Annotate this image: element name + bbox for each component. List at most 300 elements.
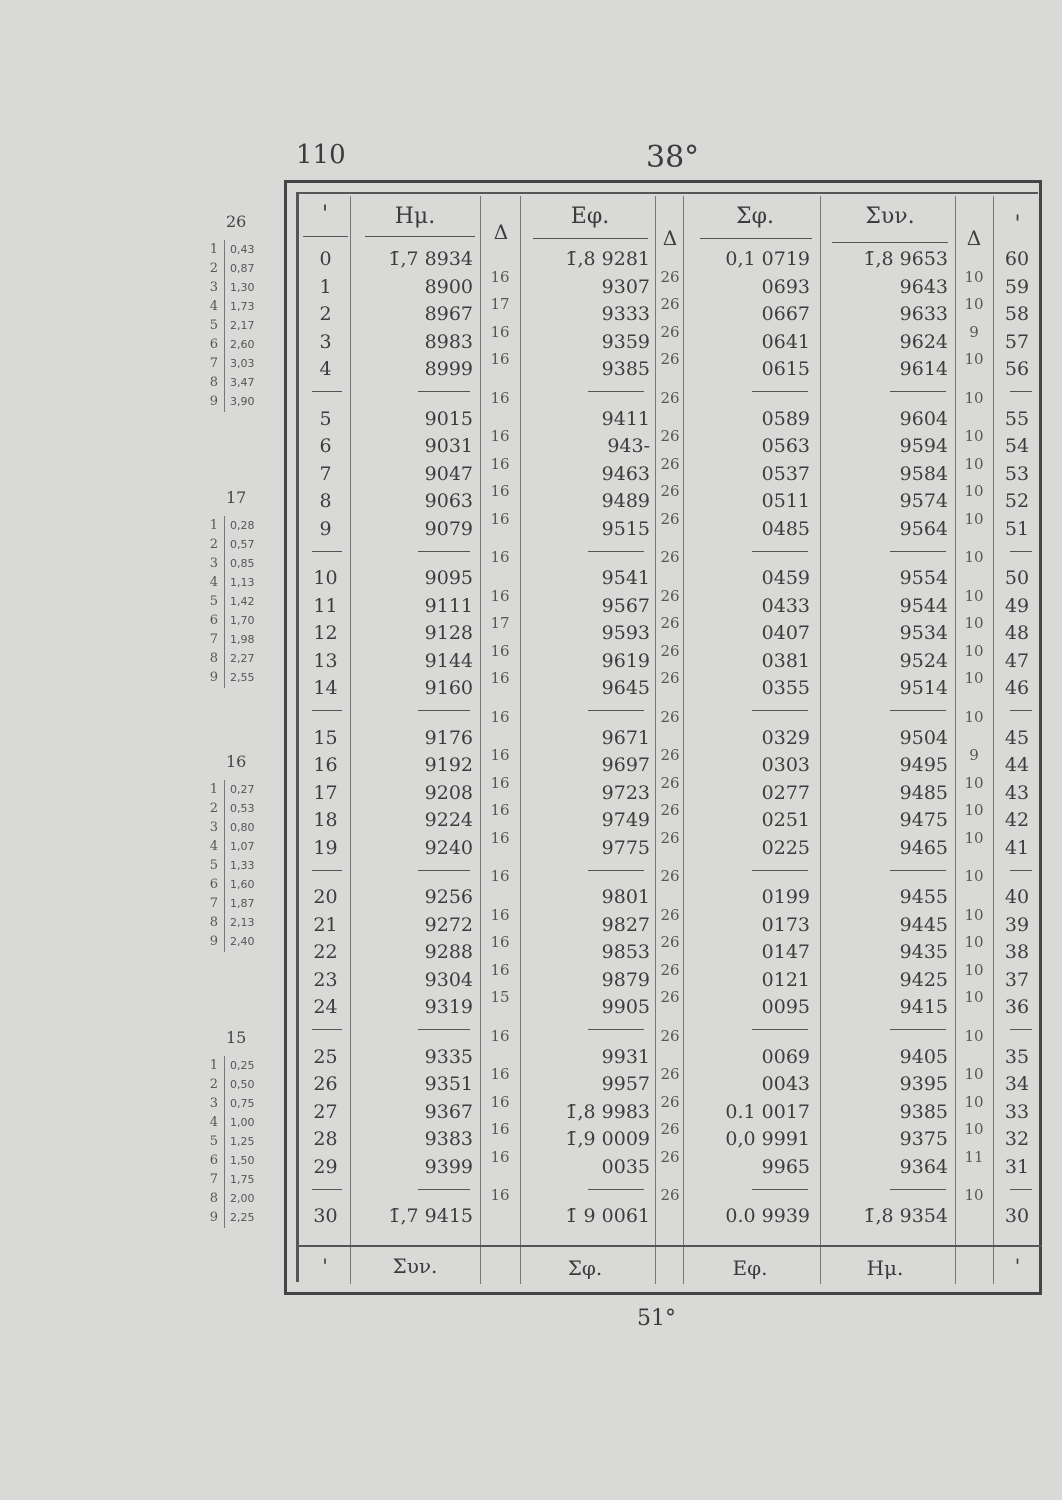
cotangent-cell: 0,0 9991 (725, 1128, 810, 1150)
side-table-digit: 7 (196, 630, 225, 650)
group-separator (752, 551, 808, 552)
side-table-digit: 5 (196, 1132, 225, 1152)
cosine-cell: 9465 (899, 836, 948, 859)
column-divider (350, 196, 351, 1284)
sine-difference: 16 (490, 707, 510, 726)
cosine-cell: 9385 (899, 1100, 948, 1123)
tangent-cell: 9463 (601, 462, 650, 485)
side-table-value: 1,42 (230, 595, 255, 608)
cotangent-cell: 0199 (761, 886, 810, 908)
side-table-row (196, 278, 255, 298)
side-table-value: 2,25 (230, 1211, 255, 1224)
cosine-cell: 1̄,8 9653 (863, 248, 948, 270)
cosine-difference: 10 (964, 905, 984, 924)
side-table-digit: 5 (196, 592, 225, 612)
cosine-difference: 10 (964, 614, 984, 633)
tangent-cell: 9385 (601, 358, 650, 380)
cosine-difference: 10 (964, 933, 984, 952)
minute-cell: 12 (313, 622, 338, 644)
side-table-row (196, 1094, 255, 1114)
minute-right-cell: 60 (1004, 248, 1030, 270)
cosine-cell: 9584 (899, 462, 948, 485)
sine-difference: 16 (490, 773, 510, 792)
cosine-cell: 9624 (899, 330, 948, 353)
minute-right-cell: 34 (1004, 1073, 1030, 1095)
cosine-difference: 10 (964, 482, 984, 501)
cosine-cell: 9364 (899, 1155, 948, 1178)
group-separator (418, 551, 470, 552)
minute-cell: 21 (313, 913, 338, 936)
cosine-cell: 9395 (899, 1073, 948, 1095)
sine-cell: 9063 (424, 490, 473, 512)
side-table-row (196, 316, 255, 336)
minute-cell: 6 (319, 435, 332, 457)
group-separator (1010, 1189, 1032, 1190)
side-table-row (196, 516, 255, 536)
cosine-cell: 9614 (899, 358, 948, 380)
minute-right-cell: 31 (1004, 1155, 1030, 1178)
side-table-value: 1,60 (230, 878, 255, 891)
sine-difference: 15 (490, 988, 510, 1007)
sine-cell: 9047 (424, 462, 473, 485)
cosine-difference: 10 (964, 1186, 984, 1205)
side-table-value: 2,17 (230, 319, 255, 332)
side-table-digit: 9 (196, 1208, 225, 1228)
side-table-header: 26 (226, 212, 247, 231)
cotangent-cell: 9965 (761, 1155, 810, 1178)
side-table-value: 0,27 (230, 783, 255, 796)
cotangent-cell: 0043 (761, 1073, 810, 1095)
side-table-digit: 4 (196, 837, 225, 857)
group-separator (1010, 391, 1032, 392)
cotangent-cell: 0329 (761, 726, 810, 749)
minute-cell: 13 (313, 649, 338, 672)
group-separator (752, 391, 808, 392)
footer-cosine: Συν. (392, 1254, 438, 1278)
cotangent-cell: 0693 (761, 275, 810, 298)
group-separator (890, 551, 946, 552)
group-separator (418, 1189, 470, 1190)
side-table-value: 1,00 (230, 1116, 255, 1129)
cosine-cell: 9485 (899, 781, 948, 804)
tangent-cell: 9723 (601, 781, 650, 804)
sine-cell: 9240 (424, 836, 473, 859)
cosine-cell: 9574 (899, 490, 948, 512)
side-table-digit: 7 (196, 354, 225, 374)
cotangent-cell: 0667 (761, 303, 810, 325)
sine-cell: 9383 (424, 1128, 473, 1150)
sine-difference: 16 (490, 828, 510, 847)
sine-difference: 16 (490, 960, 510, 979)
minute-cell: 25 (313, 1045, 338, 1068)
tangent-cell: 9307 (601, 275, 650, 298)
cosine-difference: 10 (964, 267, 984, 286)
minute-right-cell: 38 (1004, 941, 1030, 963)
side-table-digit: 6 (196, 1151, 225, 1171)
cotangent-cell: 0303 (761, 754, 810, 776)
side-table-row (196, 1208, 255, 1228)
minute-right-cell: 50 (1004, 567, 1030, 589)
bottom-degree: 51° (637, 1306, 676, 1331)
cosine-cell: 9495 (899, 754, 948, 776)
group-separator (588, 551, 644, 552)
side-table-digit: 3 (196, 818, 225, 838)
footer-divider (296, 1245, 1042, 1247)
sine-cell: 9288 (424, 941, 473, 963)
header-cotangent: Σφ. (736, 204, 774, 229)
tangent-difference: 26 (660, 1147, 680, 1166)
cotangent-cell: 0407 (761, 622, 810, 644)
header-delta-3: Δ (966, 226, 982, 250)
group-separator (890, 391, 946, 392)
sine-cell: 1̄,7 9415 (388, 1205, 473, 1227)
cosine-difference: 10 (964, 828, 984, 847)
cosine-difference: 10 (964, 801, 984, 820)
tangent-cell: 9957 (601, 1073, 650, 1095)
sine-cell: 9367 (424, 1100, 473, 1123)
sine-difference: 16 (490, 427, 510, 446)
side-table-digit: 9 (196, 932, 225, 952)
side-table-digit: 8 (196, 649, 225, 669)
side-table-value: 3,90 (230, 395, 255, 408)
side-table-value: 1,33 (230, 859, 255, 872)
cosine-difference: 10 (964, 867, 984, 886)
side-table-header: 16 (226, 752, 247, 771)
group-separator (752, 1029, 808, 1030)
cosine-difference: 11 (964, 1147, 984, 1166)
cosine-cell: 9564 (899, 517, 948, 540)
cotangent-cell: 0225 (761, 836, 810, 859)
group-separator (1010, 710, 1032, 711)
tangent-difference: 26 (660, 828, 680, 847)
minute-cell: 8 (319, 490, 332, 512)
tangent-difference: 26 (660, 295, 680, 314)
cosine-cell: 9604 (899, 407, 948, 430)
minute-cell: 2 (319, 303, 332, 325)
tangent-difference: 26 (660, 388, 680, 407)
cotangent-cell: 0381 (761, 649, 810, 672)
cotangent-cell: 0589 (761, 407, 810, 430)
side-table-row (196, 1056, 255, 1076)
side-table-digit: 9 (196, 668, 225, 688)
side-table-row (196, 818, 255, 838)
minute-right-cell: 35 (1004, 1045, 1030, 1068)
side-table-value: 1,87 (230, 897, 255, 910)
sine-cell: 8999 (424, 358, 473, 380)
cosine-difference: 10 (964, 773, 984, 792)
sine-difference: 16 (490, 801, 510, 820)
group-separator (588, 710, 644, 711)
minute-cell: 10 (313, 567, 338, 589)
tangent-cell: 9931 (601, 1045, 650, 1068)
tangent-difference: 26 (660, 988, 680, 1007)
side-table-value: 1,50 (230, 1154, 255, 1167)
minute-cell: 5 (319, 407, 332, 430)
tangent-difference: 26 (660, 669, 680, 688)
side-table-row (196, 630, 255, 650)
group-separator (312, 1189, 342, 1190)
side-table-digit: 1 (196, 780, 225, 800)
side-table-value: 1,13 (230, 576, 255, 589)
sine-difference: 16 (490, 669, 510, 688)
side-table-value: 0,87 (230, 262, 255, 275)
side-table-row (196, 1189, 255, 1209)
group-separator (312, 1029, 342, 1030)
minute-right-cell: 46 (1004, 677, 1030, 699)
minute-cell: 26 (313, 1073, 338, 1095)
group-separator (588, 391, 644, 392)
tangent-cell: 9853 (601, 941, 650, 963)
cosine-cell: 9594 (899, 435, 948, 457)
minute-right-cell: 44 (1004, 754, 1030, 776)
cosine-difference: 10 (964, 454, 984, 473)
tangent-cell: 9567 (601, 594, 650, 617)
minute-right-cell: 45 (1004, 726, 1030, 749)
minute-cell: 17 (313, 781, 338, 804)
cotangent-cell: 0641 (761, 330, 810, 353)
minute-right-cell: 55 (1004, 407, 1030, 430)
sine-difference: 17 (490, 295, 510, 314)
minute-cell: 3 (319, 330, 332, 353)
tangent-difference: 26 (660, 960, 680, 979)
tangent-cell: 1̄,8 9983 (565, 1100, 650, 1123)
side-table-digit: 8 (196, 913, 225, 933)
group-separator (418, 870, 470, 871)
side-table-value: 0,75 (230, 1097, 255, 1110)
side-table-digit: 9 (196, 392, 225, 412)
sine-difference: 16 (490, 1092, 510, 1111)
tangent-difference: 26 (660, 350, 680, 369)
cotangent-cell: 0511 (761, 490, 810, 512)
cosine-cell: 9415 (899, 996, 948, 1018)
side-table-value: 2,27 (230, 652, 255, 665)
minute-cell: 19 (313, 836, 338, 859)
sine-cell: 9144 (424, 649, 473, 672)
sine-difference: 16 (490, 1026, 510, 1045)
side-table-row (196, 1151, 255, 1171)
side-table-value: 0,50 (230, 1078, 255, 1091)
side-table-digit: 3 (196, 1094, 225, 1114)
cotangent-cell: 0277 (761, 781, 810, 804)
group-separator (1010, 551, 1032, 552)
side-table-digit: 7 (196, 1170, 225, 1190)
cosine-difference: 10 (964, 707, 984, 726)
sine-difference: 16 (490, 1065, 510, 1084)
sine-cell: 8967 (424, 303, 473, 325)
tangent-difference: 26 (660, 1186, 680, 1205)
minute-right-cell: 54 (1004, 435, 1030, 457)
sine-difference: 16 (490, 509, 510, 528)
sine-cell: 1̄,7 8934 (388, 248, 473, 270)
side-table-row (196, 649, 255, 669)
tangent-cell: 9749 (601, 809, 650, 831)
group-separator (1010, 870, 1032, 871)
cotangent-cell: 0.1 0017 (725, 1100, 810, 1123)
side-table-value: 1,75 (230, 1173, 255, 1186)
sine-difference: 16 (490, 267, 510, 286)
side-table-value: 1,73 (230, 300, 255, 313)
side-table-value: 0,80 (230, 821, 255, 834)
sine-difference: 16 (490, 933, 510, 952)
side-table-digit: 4 (196, 1113, 225, 1133)
tangent-difference: 26 (660, 905, 680, 924)
side-table-row (196, 780, 255, 800)
group-separator (588, 1189, 644, 1190)
cosine-difference: 10 (964, 509, 984, 528)
minute-right-cell: 48 (1004, 622, 1030, 644)
side-table-digit: 4 (196, 297, 225, 317)
side-table-value: 3,03 (230, 357, 255, 370)
group-separator (312, 710, 342, 711)
side-table-row (196, 1113, 255, 1133)
cosine-cell: 9435 (899, 941, 948, 963)
cosine-cell: 9405 (899, 1045, 948, 1068)
sine-cell: 9208 (424, 781, 473, 804)
cosine-cell: 9425 (899, 968, 948, 991)
minute-cell: 14 (313, 677, 338, 699)
tangent-cell: 9879 (601, 968, 650, 991)
side-table-digit: 8 (196, 1189, 225, 1209)
minute-cell: 22 (313, 941, 338, 963)
minute-right-cell: 33 (1004, 1100, 1030, 1123)
cosine-cell: 9524 (899, 649, 948, 672)
side-table-value: 2,60 (230, 338, 255, 351)
side-table-header: 17 (226, 488, 247, 507)
side-table-value: 1,25 (230, 1135, 255, 1148)
cotangent-cell: 0173 (761, 913, 810, 936)
side-table-digit: 1 (196, 240, 225, 260)
sine-difference: 16 (490, 322, 510, 341)
footer-minutes-right: ' (1014, 1254, 1021, 1278)
side-table-row (196, 573, 255, 593)
sine-difference: 16 (490, 388, 510, 407)
header-cosine: Συν. (865, 204, 915, 229)
side-table-row (196, 297, 255, 317)
side-table-value: 0,53 (230, 802, 255, 815)
cosine-difference: 9 (969, 746, 979, 765)
minute-cell: 27 (313, 1100, 338, 1123)
tangent-difference: 26 (660, 548, 680, 567)
group-separator (890, 1029, 946, 1030)
minute-cell: 0 (319, 248, 332, 270)
minute-cell: 24 (313, 996, 338, 1018)
minute-right-cell: 39 (1004, 913, 1030, 936)
group-separator (752, 710, 808, 711)
tangent-difference: 26 (660, 1120, 680, 1139)
cosine-difference: 10 (964, 350, 984, 369)
tangent-cell: 1̄,9 0009 (565, 1128, 650, 1150)
side-table-row (196, 894, 255, 914)
tangent-difference: 26 (660, 1092, 680, 1111)
minute-cell: 9 (319, 517, 332, 540)
tangent-difference: 26 (660, 1065, 680, 1084)
cotangent-cell: 0,1 0719 (725, 248, 810, 270)
tangent-cell: 9775 (601, 836, 650, 859)
cosine-difference: 10 (964, 295, 984, 314)
tangent-difference: 26 (660, 482, 680, 501)
sine-difference: 16 (490, 350, 510, 369)
minute-cell: 15 (313, 726, 338, 749)
side-table-digit: 3 (196, 554, 225, 574)
top-degree: 38° (646, 140, 700, 175)
side-table-digit: 2 (196, 799, 225, 819)
cotangent-cell: 0147 (761, 941, 810, 963)
side-table-value: 2,55 (230, 671, 255, 684)
cosine-difference: 10 (964, 1092, 984, 1111)
sine-difference: 16 (490, 586, 510, 605)
side-table-row (196, 856, 255, 876)
sine-cell: 9128 (424, 622, 473, 644)
cosine-cell: 9455 (899, 886, 948, 908)
column-divider (520, 196, 521, 1284)
sine-cell: 9335 (424, 1045, 473, 1068)
side-table-digit: 6 (196, 335, 225, 355)
minute-right-cell: 36 (1004, 996, 1030, 1018)
minute-cell: 23 (313, 968, 338, 991)
side-table-row (196, 668, 255, 688)
footer-minutes: ' (322, 1254, 328, 1278)
side-table-row (196, 373, 255, 393)
cotangent-cell: 0563 (761, 435, 810, 457)
tangent-difference: 26 (660, 427, 680, 446)
side-table-digit: 2 (196, 535, 225, 555)
sine-cell: 9272 (424, 913, 473, 936)
cosine-cell: 9534 (899, 622, 948, 644)
sine-cell: 9079 (424, 517, 473, 540)
tangent-difference: 26 (660, 586, 680, 605)
tangent-difference: 26 (660, 614, 680, 633)
sine-cell: 9319 (424, 996, 473, 1018)
side-table-row (196, 913, 255, 933)
cosine-difference: 9 (969, 322, 979, 341)
side-table-value: 1,07 (230, 840, 255, 853)
cosine-cell: 1̄,8 9354 (863, 1205, 948, 1227)
footer-sine: Ημ. (866, 1256, 904, 1280)
sine-difference: 16 (490, 548, 510, 567)
cosine-difference: 10 (964, 1120, 984, 1139)
minute-cell: 28 (313, 1128, 338, 1150)
group-separator (890, 870, 946, 871)
side-table-digit: 3 (196, 278, 225, 298)
tangent-difference: 26 (660, 1026, 680, 1045)
group-separator (418, 391, 470, 392)
minute-cell: 16 (313, 754, 338, 776)
group-separator (312, 391, 342, 392)
cosine-difference: 10 (964, 988, 984, 1007)
side-table-value: 2,40 (230, 935, 255, 948)
tangent-cell: 9697 (601, 754, 650, 776)
tangent-cell: 9541 (601, 567, 650, 589)
side-table-row (196, 259, 255, 279)
cotangent-cell: 0537 (761, 462, 810, 485)
header-minutes-right: ' (1014, 212, 1021, 237)
header-delta-2: Δ (662, 226, 678, 250)
sine-cell: 9256 (424, 886, 473, 908)
cosine-cell: 9544 (899, 594, 948, 617)
side-table-digit: 2 (196, 259, 225, 279)
cosine-cell: 9633 (899, 303, 948, 325)
minute-right-cell: 56 (1004, 358, 1030, 380)
cotangent-cell: 0251 (761, 809, 810, 831)
cotangent-cell: 0615 (761, 358, 810, 380)
tangent-difference: 26 (660, 773, 680, 792)
cosine-difference: 10 (964, 1026, 984, 1045)
side-table-row (196, 875, 255, 895)
side-table-value: 1,30 (230, 281, 255, 294)
cosine-difference: 10 (964, 548, 984, 567)
tangent-cell: 9827 (601, 913, 650, 936)
header-minutes: ' (321, 202, 329, 227)
